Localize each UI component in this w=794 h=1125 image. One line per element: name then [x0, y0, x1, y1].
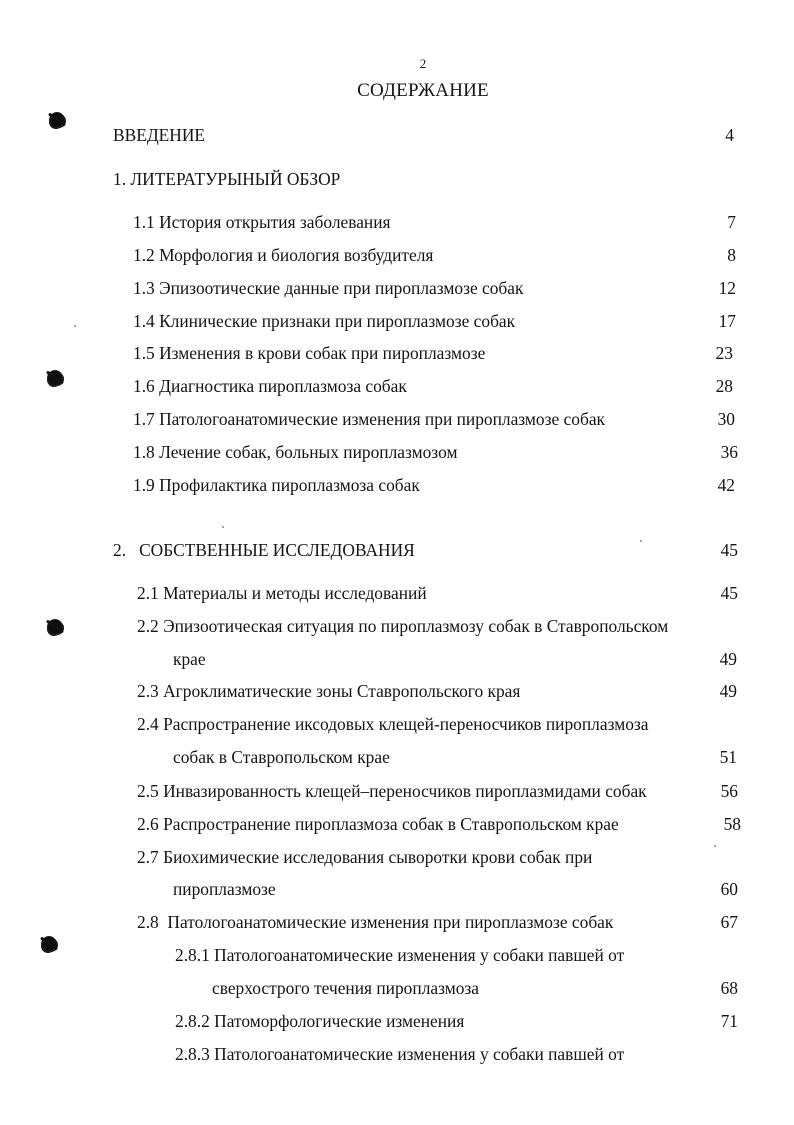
toc-entry-page: 68 — [720, 978, 738, 998]
toc-entry-page: 8 — [727, 245, 736, 265]
binder-hole-icon — [48, 620, 62, 634]
toc-entry-text: 2.1 Материалы и методы исследований — [137, 583, 427, 603]
toc-entry-text: 2.8.1 Патологоанатомические изменения у собаки павшей от — [175, 945, 625, 965]
scan-speck — [222, 526, 224, 528]
toc-entry-page: 42 — [717, 475, 735, 495]
scan-speck — [640, 540, 642, 542]
toc-entry-page: 17 — [718, 311, 736, 331]
toc-entry-page: 67 — [720, 912, 738, 932]
toc-entry-page: 56 — [720, 781, 738, 801]
toc-entry-page: 36 — [720, 442, 738, 462]
toc-entry-page: 60 — [720, 879, 738, 899]
scan-speck — [74, 325, 76, 327]
page-title: СОДЕРЖАНИЕ — [357, 80, 489, 101]
toc-entry-text: 1.8 Лечение собак, больных пироплазмозом — [133, 442, 458, 462]
toc-entry-text: 2. СОБСТВЕННЫЕ ИССЛЕДОВАНИЯ — [113, 540, 415, 560]
toc-entry-page: 28 — [715, 376, 733, 396]
toc-entry-text: 2.8.2 Патоморфологические изменения — [175, 1011, 465, 1031]
toc-entry-text: 2.7 Биохимические исследования сыворотки крови собак при — [137, 847, 593, 867]
toc-entry-text: 1.5 Изменения в крови собак при пироплазмозе — [133, 343, 486, 363]
toc-entry-page: 49 — [719, 681, 737, 701]
toc-entry-text: 1.7 Патологоанатомические изменения при пироплазмозе собак — [133, 409, 605, 429]
toc-entry-text: сверхострого течения пироплазмоза — [212, 978, 479, 998]
binder-hole-icon — [48, 371, 62, 385]
scan-speck — [714, 845, 716, 847]
toc-entry-page: 45 — [720, 540, 738, 560]
toc-entry-page: 12 — [718, 278, 736, 298]
toc-entry-text: крае — [173, 649, 206, 669]
toc-entry-page: 7 — [727, 212, 736, 232]
toc-entry-text: 2.8 Патологоанатомические изменения при пироплазмозе собак — [137, 912, 614, 932]
toc-entry-page: 58 — [723, 814, 741, 834]
toc-entry-page: 4 — [725, 125, 734, 145]
toc-entry-text: 2.8.3 Патологоанатомические изменения у собаки павшей от — [175, 1044, 625, 1064]
toc-entry-page: 45 — [720, 583, 738, 603]
toc-entry-text: 2.5 Инвазированность клещей–переносчиков пироплазмидами собак — [137, 781, 647, 801]
toc-entry-text: ВВЕДЕНИЕ — [113, 125, 206, 145]
toc-entry-text: 1.4 Клинические признаки при пироплазмозе собак — [133, 311, 516, 331]
toc-entry-page: 71 — [720, 1011, 738, 1031]
toc-entry-page: 49 — [719, 649, 737, 669]
toc-entry-text: 1.9 Профилактика пироплазмоза собак — [133, 475, 420, 495]
toc-entry-text: 1.6 Диагностика пироплазмоза собак — [133, 376, 407, 396]
toc-entry-text: 1. ЛИТЕРАТУРЫНЫЙ ОБЗОР — [113, 169, 341, 189]
toc-entry-text: 1.2 Морфология и биология возбудителя — [133, 245, 434, 265]
toc-entry-text: 2.4 Распространение иксодовых клещей-переносчиков пироплазмоза — [137, 714, 649, 734]
page-number: 2 — [419, 56, 427, 71]
toc-entry-text: 2.6 Распространение пироплазмоза собак в Ставропольском крае — [137, 814, 619, 834]
binder-hole-icon — [42, 937, 56, 951]
toc-entry-text: 1.1 История открытия заболевания — [133, 212, 391, 232]
toc-entry-page: 51 — [719, 747, 737, 767]
toc-entry-text: 2.3 Агроклиматические зоны Ставропольского края — [137, 681, 521, 701]
binder-hole-icon — [50, 113, 64, 127]
toc-entry-text: пироплазмозе — [173, 879, 276, 899]
toc-entry-page: 30 — [717, 409, 735, 429]
toc-entry-text: 2.2 Эпизоотическая ситуация по пироплазмозу собак в Ставропольском — [137, 616, 669, 636]
toc-entry-text: 1.3 Эпизоотические данные при пироплазмозе собак — [133, 278, 524, 298]
toc-entry-page: 23 — [715, 343, 733, 363]
toc-entry-text: собак в Ставропольском крае — [173, 747, 390, 767]
